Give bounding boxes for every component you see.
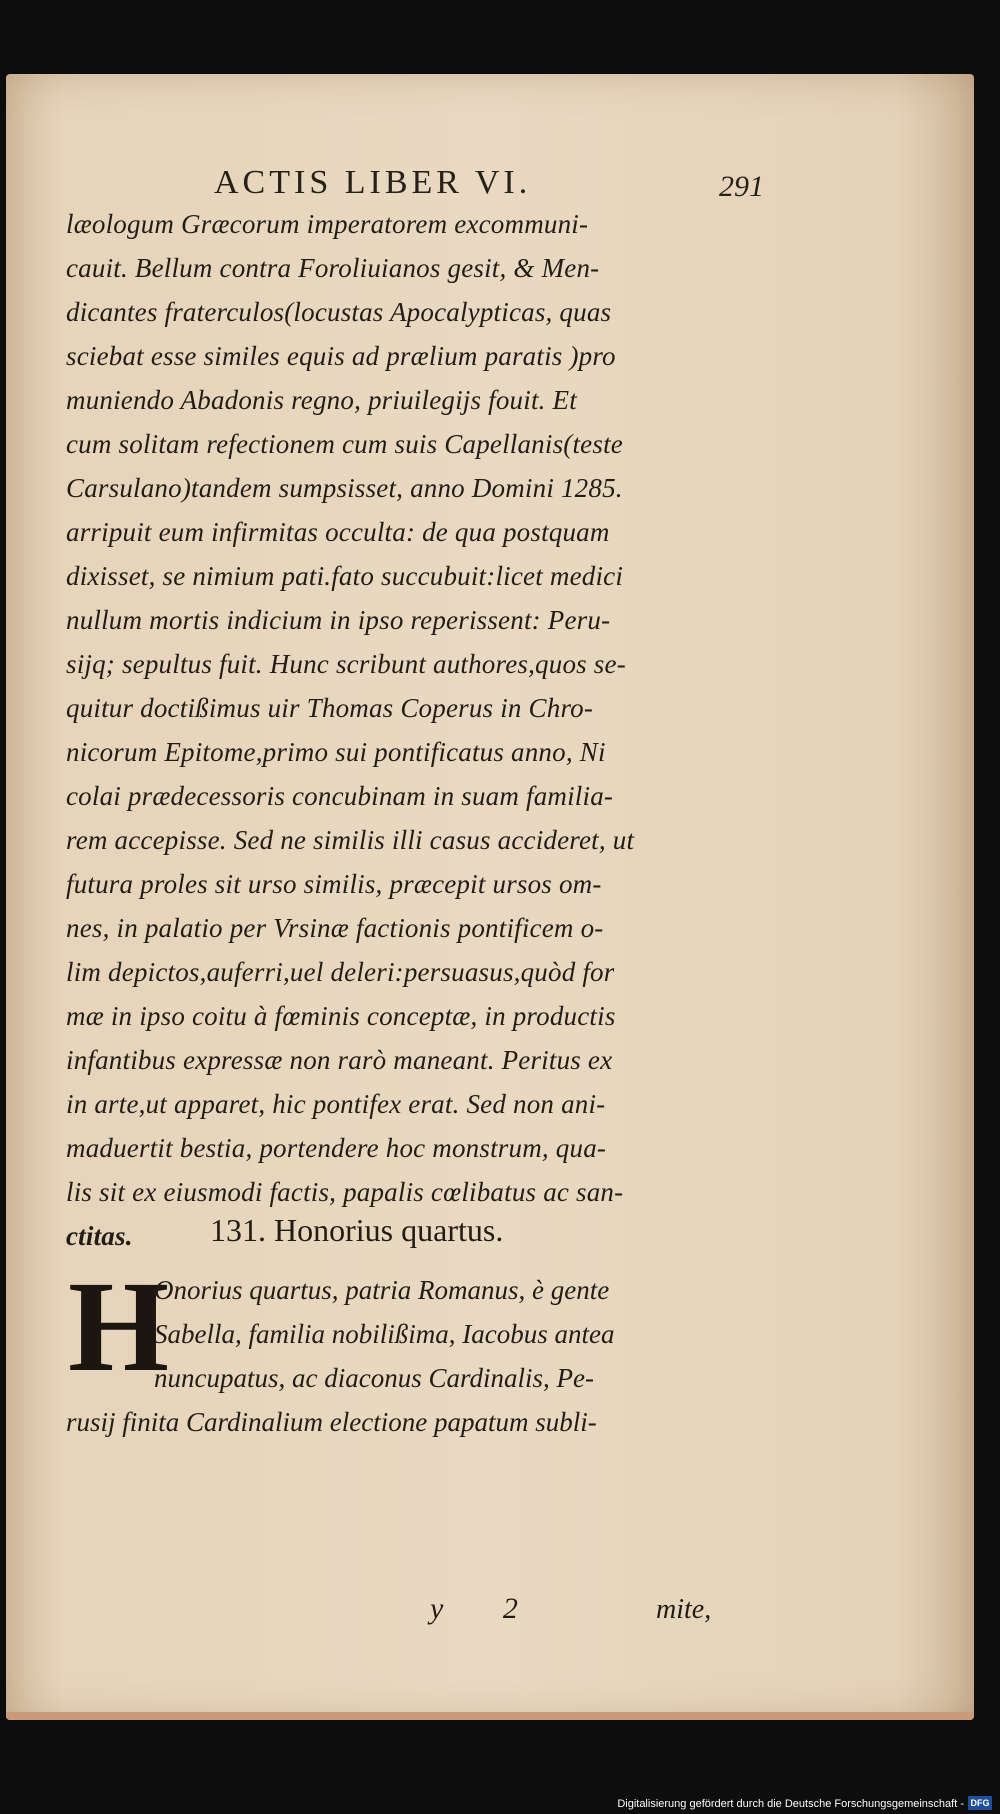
drop-cap-initial: H bbox=[68, 1255, 170, 1399]
page-number: 291 bbox=[719, 170, 764, 203]
signature-mark: y 2 bbox=[430, 1592, 544, 1625]
text-line: quitur doctißimus uir Thomas Coperus in Chro- bbox=[66, 693, 594, 723]
digitization-footer bbox=[0, 1792, 1000, 1814]
text-line: arripuit eum infirmitas occulta: de qua postquam bbox=[66, 517, 610, 547]
text-line: rem accepisse. Sed ne similis illi casus accideret, ut bbox=[66, 825, 635, 855]
catchword: mite, bbox=[656, 1594, 712, 1625]
text-line: Carsulano)tandem sumpsisset, anno Domini 1285. bbox=[66, 473, 623, 503]
text-line: nicorum Epitome,primo sui pontificatus anno, Ni bbox=[66, 737, 606, 767]
running-head-title: ACTIS LIBER VI. bbox=[214, 164, 532, 201]
text-line: cum solitam refectionem cum suis Capellanis(teste bbox=[66, 429, 623, 459]
text-line: lis sit ex eiusmodi factis, papalis cœlibatus ac san- bbox=[66, 1177, 624, 1207]
text-line: nullum mortis indicium in ipso reperissent: Peru- bbox=[66, 605, 611, 635]
text-line: læologum Græcorum imperatorem excommuni- bbox=[66, 209, 589, 239]
text-line: infantibus expressæ non rarò maneant. Peritus ex bbox=[66, 1045, 613, 1075]
text-line: dicantes fraterculos(locustas Apocalypticas, quas bbox=[66, 297, 612, 327]
text-line: muniendo Abadonis regno, priuilegijs fouit. Et bbox=[66, 385, 577, 415]
section-heading: 131. Honorius quartus. bbox=[210, 1212, 504, 1248]
text-line: lim depictos,auferri,uel deleri:persuasus,quòd for bbox=[66, 957, 615, 987]
text-line: ctitas. bbox=[66, 1221, 133, 1251]
text-line: maduertit bestia, portendere hoc monstrum, qua- bbox=[66, 1133, 607, 1163]
main-text-block bbox=[66, 202, 746, 1258]
section-text-line: Sabella, familia nobilißima, Iacobus antea bbox=[154, 1319, 615, 1349]
dfg-logo-icon: DFG bbox=[968, 1796, 992, 1810]
section-text-line: nuncupatus, ac diaconus Cardinalis, Pe- bbox=[154, 1363, 594, 1393]
book-page bbox=[6, 74, 974, 1720]
text-line: colai prædecessoris concubinam in suam familia- bbox=[66, 781, 614, 811]
text-line: futura proles sit urso similis, præcepit ursos om- bbox=[66, 869, 602, 899]
section-text-line: rusij finita Cardinalium electione papatum subli- bbox=[66, 1407, 597, 1437]
text-line: sciebat esse similes equis ad prælium paratis )pro bbox=[66, 341, 616, 371]
section-text-line: Onorius quartus, patria Romanus, è gente bbox=[154, 1275, 610, 1305]
text-line: mæ in ipso coitu à fœminis conceptæ, in productis bbox=[66, 1001, 616, 1031]
text-line: sijq; sepultus fuit. Hunc scribunt authores,quos se- bbox=[66, 649, 626, 679]
text-line: nes, in palatio per Vrsinæ factionis pontificem o- bbox=[66, 913, 604, 943]
text-line: in arte,ut apparet, hic pontifex erat. Sed non ani- bbox=[66, 1089, 606, 1119]
digitization-notice: Digitalisierung gefördert durch die Deutsche Forschungsgemeinschaft - bbox=[617, 1798, 964, 1810]
text-line: dixisset, se nimium pati.fato succubuit:licet medici bbox=[66, 561, 624, 591]
text-line: cauit. Bellum contra Foroliuianos gesit, & Men- bbox=[66, 253, 600, 283]
